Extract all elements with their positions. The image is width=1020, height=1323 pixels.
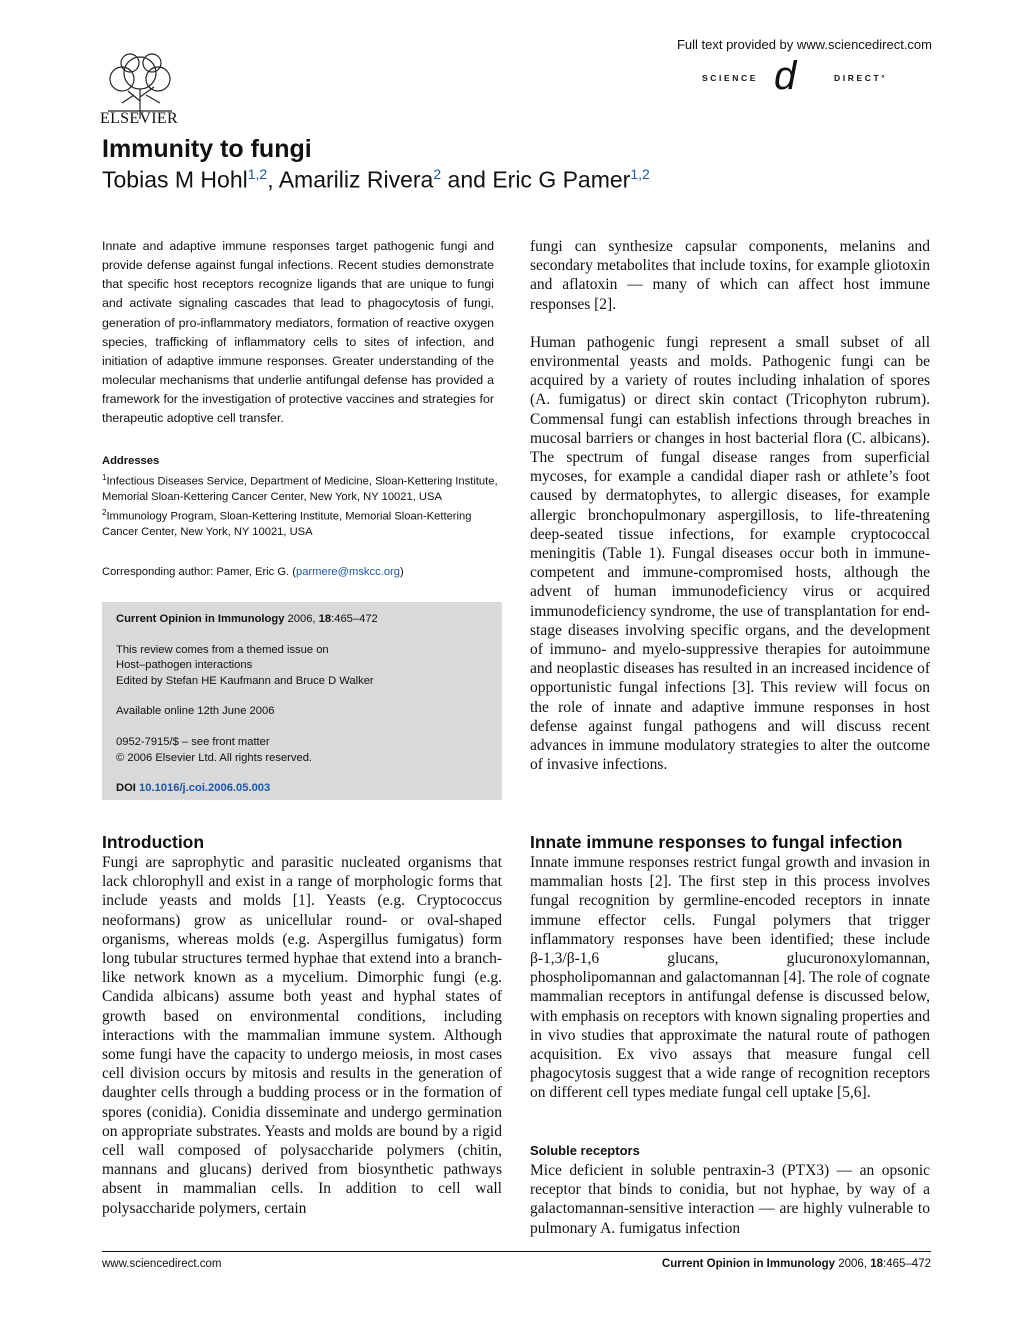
article-info-box [102,602,502,800]
sciencedirect-logo [702,54,934,100]
author-affiliation[interactable]: 1,2 [247,166,268,182]
doi-link[interactable]: 10.1016/j.coi.2006.05.003 [139,782,271,795]
author-name: Amariliz Rivera [278,166,434,193]
abstract: Innate and adaptive immune responses target pathogenic fungi and provide defense against fungal infections. Recent studies demonstrate that specific host receptors recognize ligands that are unique to fungi and activate signaling cascades that lead to phagocytosis of fungi, generation of pro-inflammatory mediators, formation of reactive oxygen species, trafficking of inflammatory cells to sites of infection, and initiation of adaptive immune responses. Greater understanding of the molecular mechanisms that underlie antifungal defense has provided a framework for the investigation of protective vaccines and strategies for therapeutic adoptive cell transfer. [102,239,494,426]
email-link[interactable]: parmere@mskcc.org [296,566,400,578]
author-list [102,166,650,194]
sd-science-word: SCIENCE [702,73,758,83]
available-online: Available online 12th June 2006 [116,705,275,718]
footer-url[interactable]: www.sciencedirect.com [102,1258,222,1270]
sd-at-icon: d [774,54,797,98]
section-heading-introduction: Introduction [102,832,205,852]
innate-body [530,853,930,1103]
address-item: $^1$Infectious Diseases Service, Department of Medicine, Sloan-Kettering Institute, Memorial Sloan-Kettering Cancer Center, New York, NY 10021, USA [102,472,498,503]
footer-rule [102,1251,931,1252]
journal-citation: Current Opinion in Immunology 2006, 18:465–472 [116,613,378,625]
section-heading-innate: Innate immune responses to fungal infection [530,832,903,852]
paragraph: Human pathogenic fungi represent a small subset of all environmental yeasts and molds. Pathogenic fungi can be acquired by a variety of routes including inhalation of spores (A. fumigatus) or direct skin contact (Tricophyton rubrum). Commensal fungi can establish infections through breaches in mucosal barriers or changes in host bacterial flora (C. albicans). The spectrum of fungal disease ranges from superficial mycoses, for example a candidal diaper rash or athlete’s foot caused by dermatophytes, to allergic diseases, for example allergic bronchopulmonary aspergillosis, to life-threatening deep-seated tissue infections, for example cryptococcal meningitis (Table 1). Fungal diseases occur both in immune-competent and immune-compromised hosts, although the advent of human immunodeficiency virus or acquired immunodeficiency syndrome, the use of transplantation for end-stage diseases involving specific organs, and the development of immuno- and myelo-suppressive therapies for autoimmune and neoplastic diseases has resulted in an increased incidence of opportunistic fungal infections [3]. This review will focus on the role of innate and adaptive immune responses in host defense against fungal pathogens and will discuss recent advances in immune modulatory strategies to alter the outcome of invasive infections. [530,333,930,774]
paragraph: Innate immune responses restrict fungal growth and invasion in mammalian hosts [2]. The first step in this process involves fungal recognition by germline-encoded receptors in innate immune effector cells. Fungal polymers that trigger inflammatory responses have been identified; these include β-1,3/β-1,6 glucans, glucuronoxylomannan, phospholipomannan and galactomannan [4]. The role of cognate mammalian receptors in antifungal defense is discussed below, with emphasis on receptors with known signaling properties and in vivo studies that approximate the natural route of pathogen acquisition. Ex vivo assays that measure fungal cell phagocytosis suggest that a wide range of recognition receptors on different cell types mediate fungal cell uptake [5,6]. [530,854,931,1102]
address-item: $^2$Immunology Program, Sloan-Kettering Institute, Memorial Sloan-Kettering Cancer Center, New York, NY 10021, USA [102,508,472,539]
themed-issue: This review comes from a themed issue on Host–pathogen interactions Edited by Stefan HE Kaufmann and Bruce D Walker [116,643,374,687]
corresponding-author: Corresponding author: Pamer, Eric G. (parmere@mskcc.org) [102,566,404,578]
doi: DOI 10.1016/j.coi.2006.05.003 [116,782,271,795]
addresses-heading: Addresses [102,455,160,467]
author-affiliation[interactable]: 2 [433,166,442,182]
introduction-body [102,853,502,1218]
full-text-note[interactable]: Full text provided by www.sciencedirect.com [676,37,932,52]
author-affiliation[interactable]: 1,2 [630,166,650,182]
elsevier-logo-text: ELSEVIER [100,110,178,127]
subheading-soluble-receptors: Soluble receptors [530,1143,640,1158]
author-name: Eric G Pamer [492,166,631,193]
right-column-body [530,237,930,774]
author-name: Tobias M Hohl [102,166,248,193]
footer-citation: Current Opinion in Immunology 2006, 18:465–472 [661,1258,931,1270]
paragraph: Fungi are saprophytic and parasitic nucleated organisms that lack chlorophyll and exist in a range of morphologic forms that include yeasts and molds [1]. Yeasts (e.g. Cryptococcus neoformans) grow as unicellular round- or oval-shaped organisms, whereas molds (e.g. Aspergillus fumigatus) form long tubular structures termed hyphae that extend into a branch-like network known as a mycelium. Dimorphic fungi (e.g. Candida albicans) assume both yeast and hyphal states of growth based on environmental conditions, including interactions with the mammalian immune system. Although some fungi have the capacity to undergo meiosis, in most cases cell division occurs by mitosis and results in the generation of daughter cells through a budding process or in the formation of spores (conidia). Conidia disseminate and undergo germination on appropriate substrates. Yeasts and molds are bound by a rigid cell wall composed of polysaccharide polymers (chitin, mannans and glucans) derived from biosynthetic pathways absent in mammalian cells. In addition to cell wall polysaccharide polymers, certain [102,854,502,1217]
article-title: Immunity to fungi [102,135,312,163]
paragraph: Mice deficient in soluble pentraxin-3 (PTX3) — an opsonic receptor that binds to conidia, but not hyphae, by way of a galactomannan-sensitive interaction — are highly vulnerable to pulmonary A. fumigatus infection [530,1162,930,1237]
addresses [102,454,502,541]
soluble-body [530,1161,930,1238]
paragraph: fungi can synthesize capsular components, melanins and secondary metabolites that include toxins, for example gliotoxin and aflatoxin — many of which can affect host immune responses [2]. [530,238,930,313]
sd-direct-word: DIRECT° [834,73,888,83]
copyright: 0952-7915/$ – see front matter © 2006 Elsevier Ltd. All rights reserved. [116,735,313,764]
author-separator: and [441,166,493,193]
author-separator: , [267,166,279,193]
